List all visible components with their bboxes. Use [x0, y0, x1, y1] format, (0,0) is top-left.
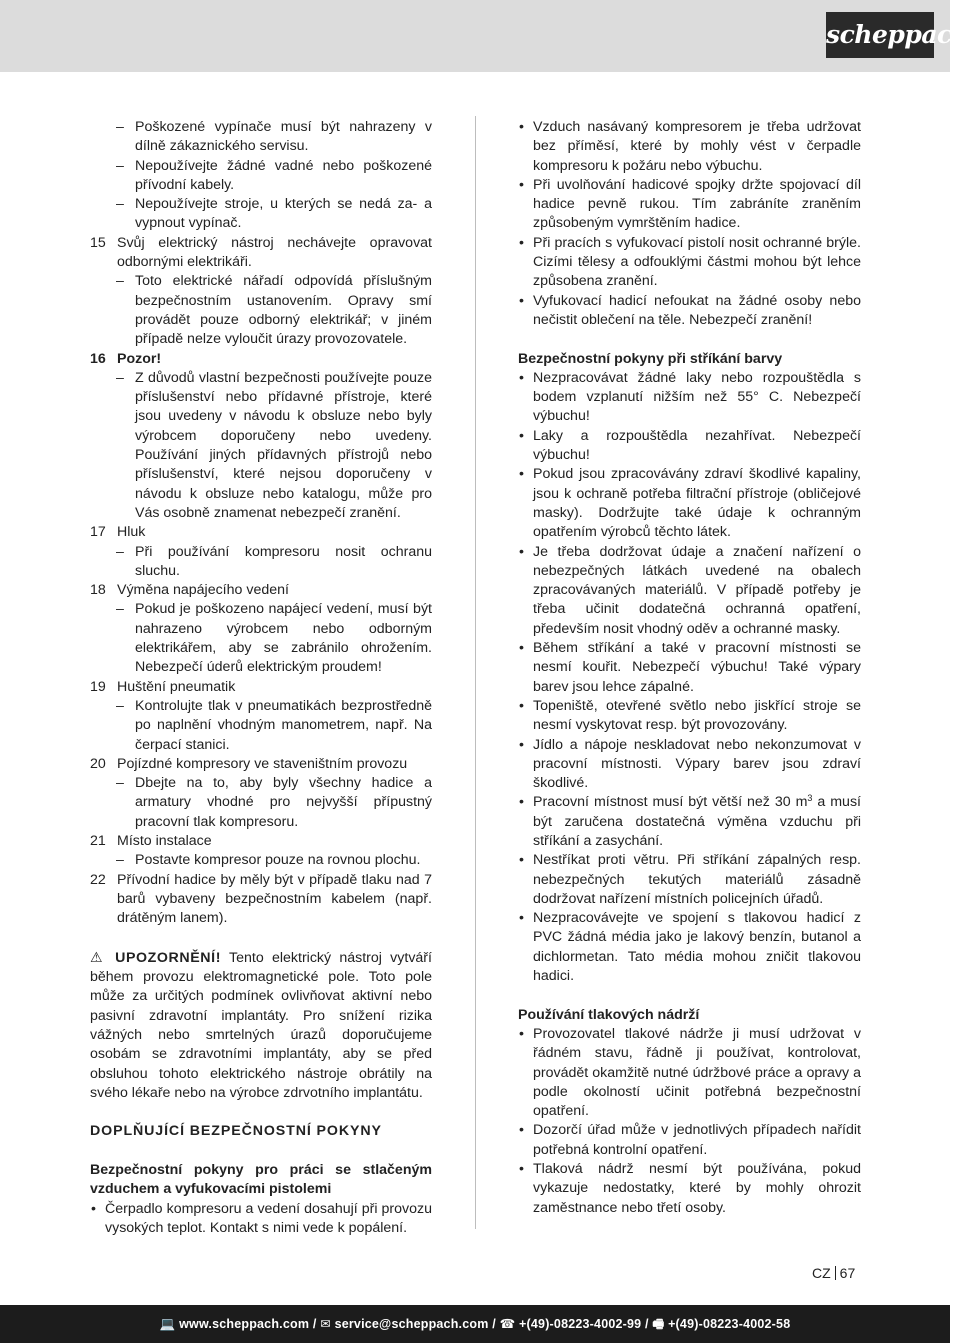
list-item: • Nezpracovávejte ve spojení s tlakovou hadicí z PVC žádná média jako je lakový benzín, butanol a dichlormetan. Tato média mohou zničit tlakovou hadici.	[518, 909, 861, 986]
list-item: – Poškozené vypínače musí být nahrazeny v dílně zákaznického servisu.	[90, 118, 432, 157]
list-item: • Při pracích s vyfukovací pistolí nosit ochranné brýle. Cizími tělesy a odfouklými částmi mohou být lehce způsobena zranění.	[518, 234, 861, 292]
scheppach-logo: scheppach	[826, 12, 934, 58]
item-number: 15	[90, 234, 106, 251]
superscript: 3	[807, 793, 813, 804]
numbered-item	[90, 755, 432, 774]
warning-text: Tento elektrický nástroj vytváří během provozu elektromagnetické pole. Toto pole může za určitých podmínek ovlivňovat aktivní nebo pasivní zdravotní implantáty. Pro snížení rizika vážných nebo smrtelných úrazů doporučujeme osobám se zdravotními implantáty, aby se před obsluhou tohoto elektrického nástroje obrátily na svého lékaře nebo na výrobce zdrvotního implantátu.	[90, 949, 432, 1101]
tank-section-title: Používání tlakových nádrží	[518, 1006, 700, 1023]
list-item: – Pokud je poškozeno napájecí vedení, musí být nahrazeno výrobcem nebo odborným elektrikářem, aby se zabránilo ohrožením. Nebezpečí úderů elektrickým proudem!	[90, 600, 432, 677]
item-text: Přívodní hadice by měly být v případě tlaku nad 7 barů vybaveny bezpečnostním kabelem (např. drátěným lanem).	[117, 871, 432, 927]
list-item: • Topeniště, otevřené světlo nebo jiskřící stroje se nesmí vyskytovat resp. být provozovány.	[518, 697, 861, 736]
item-text: Svůj elektrický nástroj nechávejte opravovat odbornými elektrikáři.	[117, 234, 432, 271]
list-item: • Provozovatel tlakové nádrže ji musí udržovat v řádném stavu, řádně ji používat, kontrolovat, provádět okamžitě nutné údržbové práce a opravy a podle okolností učinit potřebná bezpečnostní opatření.	[518, 1025, 861, 1121]
item-text: Hluk	[117, 524, 146, 541]
list-item: – Dbejte na to, aby byly všechny hadice a armatury vhodné pro nejvyšší přípustný pracovní tlak kompresoru.	[90, 774, 432, 832]
paint-section-title: Bezpečnostní pokyny při stříkání barvy	[518, 350, 783, 367]
item-number: 21	[90, 832, 106, 849]
numbered-item	[90, 871, 432, 929]
left-column	[90, 118, 432, 1238]
item-number: 17	[90, 524, 106, 541]
column-divider	[475, 116, 476, 1229]
list-item: – Toto elektrické nářadí odpovídá příslušným bezpečnostním ustanovením. Opravy smí provádět pouze odborný elektrikář; v jiném případě nelze vyloučit úrazy provozovatele.	[90, 272, 432, 349]
item-text: Místo instalace	[117, 832, 212, 849]
room-text-after: a musí být zaručena dostatečná výměna vzduchu při stříkání a zasychání.	[533, 794, 861, 849]
list-item: – Postavte kompresor pouze na rovnou plochu.	[90, 851, 432, 870]
list-item: – Nepoužívejte žádné vadné nebo poškozené přívodní kabely.	[90, 157, 432, 196]
item-number: 16	[90, 350, 106, 367]
numbered-item	[90, 523, 432, 542]
phone-number: +(49)-08223-4002-99 /	[519, 1317, 649, 1331]
list-item: • Vzduch nasávaný kompresorem je třeba udržovat bez příměsí, které by mohly vést v čerpadle kompresoru k požáru nebo výbuchu.	[518, 118, 861, 176]
item-number: 22	[90, 871, 106, 888]
warning-paragraph	[90, 948, 432, 1103]
mail-icon: ✉	[320, 1317, 331, 1331]
item-number: 18	[90, 582, 106, 599]
fax-number: +(49)-08223-4002-58	[668, 1317, 791, 1331]
page-footer	[0, 1305, 950, 1343]
phone-icon: ☎	[499, 1317, 516, 1331]
list-item: – Kontrolujte tlak v pneumatikách bezprostředně po naplnění vhodným manometrem, např. Na čerpací stanici.	[90, 697, 432, 755]
numbered-item	[90, 832, 432, 851]
right-column	[518, 118, 861, 1218]
list-item: – Nepoužívejte stroje, u kterých se nedá za- a vypnout vypínač.	[90, 195, 432, 234]
item-text: Huštění pneumatik	[117, 678, 236, 695]
computer-icon: 💻	[159, 1317, 176, 1331]
list-item: • Laky a rozpouštědla nezahřívat. Nebezpečí výbuchu!	[518, 427, 861, 466]
item-text: Výměna napájecího vedení	[117, 582, 289, 599]
fax-icon: 🖷	[652, 1317, 665, 1331]
page-lang: CZ	[812, 1265, 831, 1281]
room-text-before: Pracovní místnost musí být větší než 30 m	[533, 794, 808, 811]
email-link[interactable]: service@scheppach.com /	[334, 1317, 496, 1331]
sub-section-title: Bezpečnostní pokyny pro práci se stlačeným vzduchem a vyfukovacími pistolemi	[90, 1162, 432, 1198]
list-item: • Tlaková nádrž nesmí být používána, pokud vykazuje nedostatky, které by mohly ohrozit zaměstnance nebo třetí osoby.	[518, 1160, 861, 1218]
numbered-item	[90, 234, 432, 273]
list-item: • Je třeba dodržovat údaje a značení nařízení o nebezpečných látkách uvedené na obalech zpracovávaných materiálů. V případě potřeby je třeba učinit dodatečná ochranná opatření, především nosit vhodný oděv a ochranné masky.	[518, 543, 861, 639]
item-text: Pojízdné kompresory ve staveništním provozu	[117, 755, 408, 772]
page-number	[812, 1265, 855, 1281]
list-item: • Vyfukovací hadicí nefoukat na žádné osoby nebo nečistit oblečení na těle. Nebezpečí zranění!	[518, 292, 861, 331]
warning-triangle-icon: ⚠	[90, 948, 107, 965]
list-item: • Dozorčí úřad může v jednotlivých případech nařídit potřebná kontrolní opatření.	[518, 1121, 861, 1160]
page-header	[0, 0, 969, 72]
numbered-item	[90, 678, 432, 697]
item-number: 20	[90, 755, 106, 772]
list-item: • Při uvolňování hadicové spojky držte spojovací díl hadice pevně rukou. Tím zabráníte zraněním způsobeným vymrštěním hadice.	[518, 176, 861, 234]
list-item: – Při používání kompresoru nosit ochranu sluchu.	[90, 543, 432, 582]
list-item: • Jídlo a nápoje neskladovat nebo nekonzumovat v pracovní místnosti. Výpary barev jsou zdraví škodlivé.	[518, 736, 861, 794]
website-link[interactable]: www.scheppach.com /	[179, 1317, 317, 1331]
list-item: • Nestříkat proti větru. Při stříkání zápalných resp. nebezpečných tekutých materiálů zásadně dodržovat nařízení místních policejních úřadů.	[518, 851, 861, 909]
item-text: Pozor!	[117, 350, 162, 367]
numbered-item	[90, 350, 432, 369]
list-item: • Pokud jsou zpracovávány zdraví škodlivé kapaliny, jsou k ochraně potřeba filtrační přístroje (obličejové masky). Dodržujte také údaje k ochranným opatřením výrobců těchto látek.	[518, 465, 861, 542]
list-item: • Během stříkání a také v pracovní místnosti se nesmí kouřit. Nebezpečí výbuchu! Také výpary barev jsou lehce zápalné.	[518, 639, 861, 697]
warning-label: UPOZORNĚNÍ!	[115, 949, 222, 966]
section-title: DOPLŇUJÍCÍ BEZPEČNOSTNÍ POKYNY	[90, 1123, 382, 1140]
page-number-value: 67	[839, 1265, 856, 1281]
list-item: – Z důvodů vlastní bezpečnosti používejte pouze příslušenství nebo přídavné přístroje, které jsou uvedeny v návodu k obsluze nebo byly výrobcem doporučeny nebo uvedeny. Používání jiných přídavných přístrojů nebo příslušenství, které nejsou doporučeny v návodu k obsluze nebo katalogu, může pro Vás osobně znamenat nebezpečí zranění.	[90, 369, 432, 523]
item-number: 19	[90, 678, 106, 695]
numbered-item	[90, 581, 432, 600]
list-item	[518, 793, 861, 851]
list-item: • Nezpracovávat žádné laky nebo rozpouštědla s bodem vzplanutí nižším než 55° C. Nebezpečí výbuchu!	[518, 369, 861, 427]
list-item: • Čerpadlo kompresoru a vedení dosahují při provozu vysokých teplot. Kontakt s nimi vede k popálení.	[90, 1200, 432, 1239]
